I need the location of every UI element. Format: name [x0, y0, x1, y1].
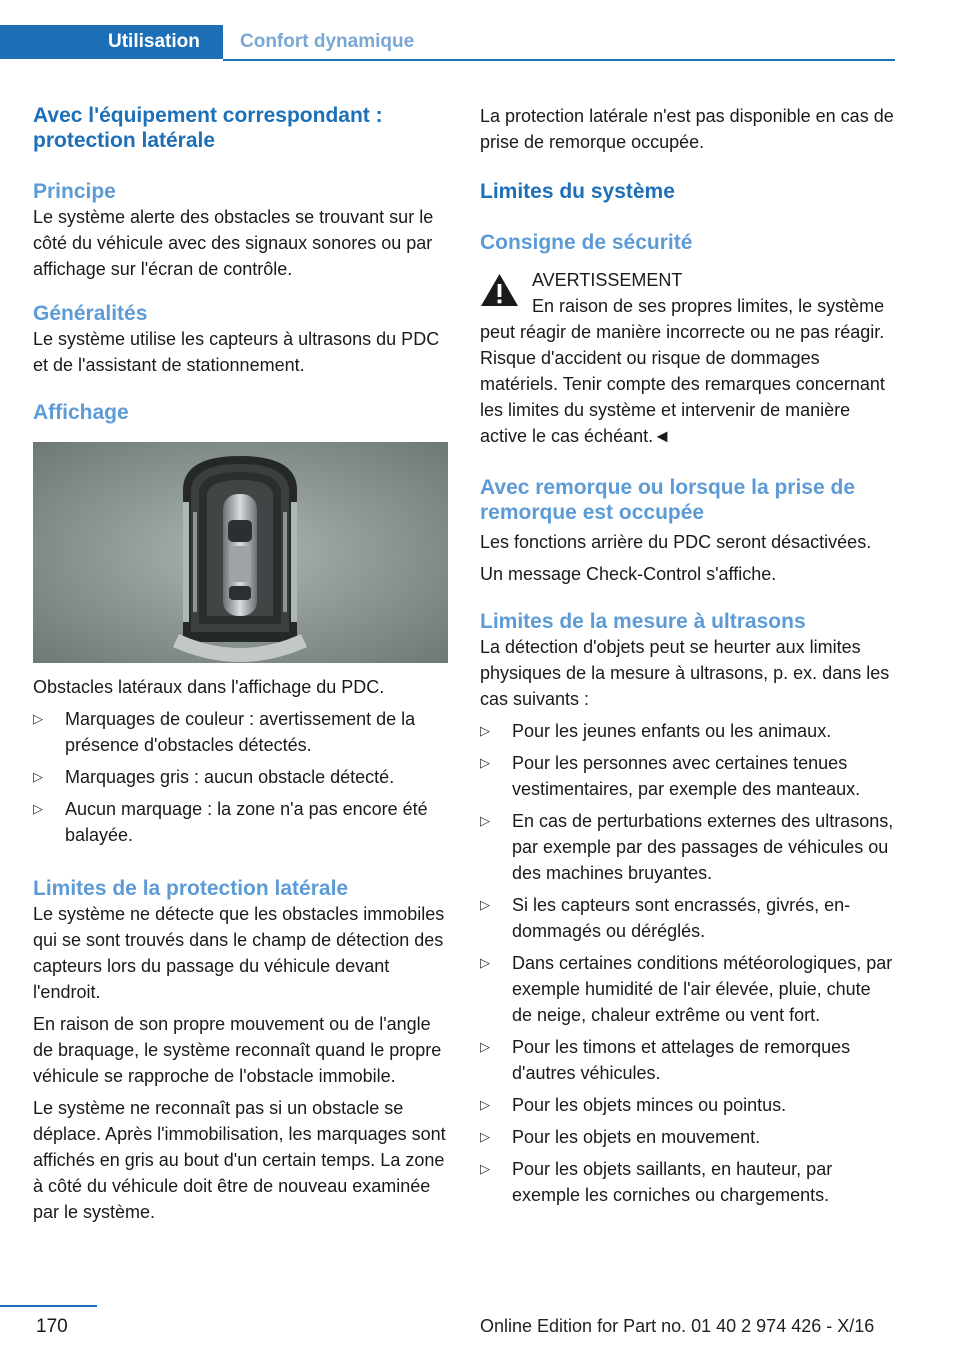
principe-text: Le système alerte des obstacles se trouvant sur le côté du véhicule avec des signaux sonores ou par affichage sur l'écran de contrôle. — [33, 207, 434, 279]
bullet-triangle-icon: ▷ — [480, 1097, 490, 1112]
header-rule — [223, 59, 895, 61]
generalites-heading: Généralités — [33, 302, 148, 325]
limites-systeme-heading: Limites du système — [480, 180, 675, 203]
list-item: ▷ Dans certaines conditions météorologiques, par exemple humidité de l'air élevée, pluie, chute de neige, chaleur extrême ou vent fort. — [480, 950, 895, 1028]
limites-paragraph-2: En raison de son propre mouvement ou de l'angle de braquage, le système reconnaît quand le propre véhicule se rapproche de l'obstacle immobile. — [33, 1014, 442, 1086]
pdc-display-figure — [33, 442, 448, 663]
list-item: ▷ Pour les personnes avec certaines tenues vestimentaires, par exemple des manteaux. — [480, 750, 895, 802]
bullet-triangle-icon: ▷ — [33, 769, 43, 784]
list-item: ▷ En cas de perturbations externes des ultrasons, par exemple par des passages de véhicules ou des machines bruyantes. — [480, 808, 895, 886]
bullet-triangle-icon: ▷ — [480, 1161, 490, 1176]
list-item: ▷ Si les capteurs sont encrassés, givrés, endommagés ou déréglés. — [480, 892, 895, 944]
bullet-triangle-icon: ▷ — [480, 1039, 490, 1054]
list-item: ▷ Pour les objets saillants, en hauteur, par exemple les corniches ou chargements. — [480, 1156, 895, 1208]
bullet-triangle-icon: ▷ — [480, 955, 490, 970]
list-item: ▷ Aucun marquage : la zone n'a pas encore été balayée. — [33, 796, 448, 848]
left-bullet-list — [33, 706, 448, 848]
section-title: Avec l'équipement correspondant : protection latérale — [33, 104, 383, 152]
list-item: ▷ Pour les timons et attelages de remorques d'autres véhicules. — [480, 1034, 895, 1086]
list-item: ▷ Pour les jeunes enfants ou les animaux. — [480, 718, 895, 744]
bullet-triangle-icon: ▷ — [33, 711, 43, 726]
warning-label: AVERTISSEMENT — [532, 270, 683, 290]
pdc-side-protection-image — [33, 442, 448, 663]
limites-protection-heading: Limites de la protection latérale — [33, 877, 349, 900]
list-item: ▷ Marquages de couleur : avertissement de la présence d'obstacles détectés. — [33, 706, 448, 758]
chapter-header — [0, 25, 895, 61]
edition-footer: Online Edition for Part no. 01 40 2 974 426 - X/16 — [480, 1316, 875, 1336]
generalites-text: Le système utilise les capteurs à ultrasons du PDC et de l'assistant de stationnement. — [33, 329, 440, 375]
remorque-paragraph-2: Un message Check-Control s'affiche. — [480, 564, 777, 584]
bullet-triangle-icon: ▷ — [480, 1129, 490, 1144]
limites-paragraph-3: Le système ne reconnaît pas si un obstacle se déplace. Après l'immobilisation, les marquages sont affichés en gris au bout d'un certain temps. La zone à côté du véhicule doit être de nouveau examinée par le système. — [33, 1098, 446, 1222]
right-column — [480, 103, 895, 1208]
bullet-triangle-icon: ▷ — [33, 801, 43, 816]
bullet-triangle-icon: ▷ — [480, 813, 490, 828]
bullet-triangle-icon: ▷ — [480, 755, 490, 770]
list-item: ▷ Marquages gris : aucun obstacle détecté. — [33, 764, 448, 790]
tab-confort-dynamique[interactable]: Confort dynamique — [240, 31, 415, 52]
warning-triangle-icon — [480, 273, 519, 307]
limites-paragraph-1: Le système ne détecte que les obstacles immobiles qui se sont trouvés dans le champ de détection des capteurs lors du passage du véhicule devant l'endroit. — [33, 904, 445, 1002]
remorque-heading: Avec remorque ou lorsque la prise de remorque est occupée — [480, 476, 856, 524]
right-bullet-list — [480, 718, 895, 1208]
bullet-triangle-icon: ▷ — [480, 897, 490, 912]
list-item: ▷ Pour les objets minces ou pointus. — [480, 1092, 895, 1118]
list-item: ▷ Pour les objets en mouvement. — [480, 1124, 895, 1150]
footer-rule — [0, 1305, 97, 1307]
consigne-heading: Consigne de sécurité — [480, 231, 693, 254]
warning-text: En raison de ses propres limites, le système peut réagir de manière incorrecte ou ne pas réagir. Risque d'accident ou risque de dommages matériels. Tenir compte des remarques concernant les limites du système et intervenir de manière active le cas échéant.◄ — [480, 296, 885, 446]
bullet-triangle-icon: ▷ — [480, 723, 490, 738]
page-number: 170 — [36, 1316, 68, 1337]
affichage-heading: Affichage — [33, 401, 129, 424]
intro-text: La protection latérale n'est pas disponible en cas de prise de remorque occupée. — [480, 106, 894, 152]
figure-caption: Obstacles latéraux dans l'affichage du PDC. — [33, 677, 385, 697]
remorque-paragraph-1: Les fonctions arrière du PDC seront désactivées. — [480, 532, 872, 552]
mesure-text: La détection d'objets peut se heurter aux limites physiques de la mesure à ultrasons, p. ex. dans les cas suivants : — [480, 637, 890, 709]
tab-utilisation[interactable]: Utilisation — [0, 25, 223, 59]
warning-block — [480, 267, 895, 449]
principe-heading: Principe — [33, 180, 116, 203]
left-column — [33, 103, 448, 1225]
mesure-heading: Limites de la mesure à ultrasons — [480, 610, 806, 633]
